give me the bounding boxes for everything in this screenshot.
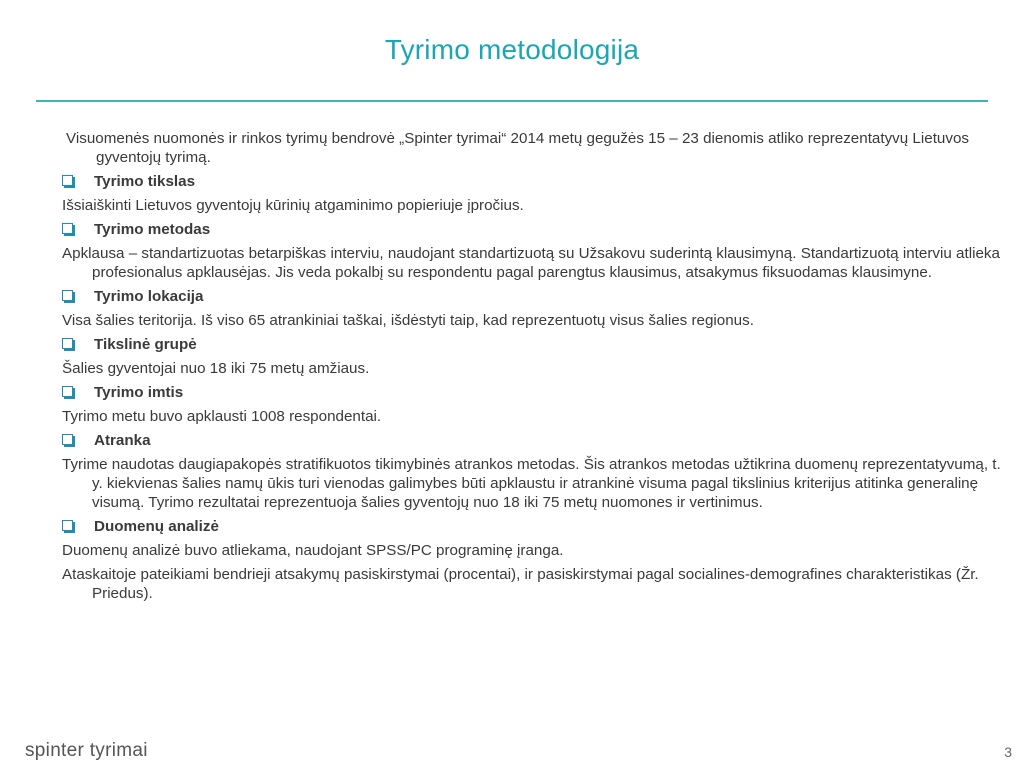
section-heading-label: Tyrimo tikslas — [94, 173, 196, 190]
checkbox-bullet-icon — [62, 223, 73, 234]
checkbox-bullet-icon — [62, 520, 73, 531]
section-heading-label: Tyrimo lokacija — [94, 288, 204, 305]
checkbox-bullet-icon — [62, 434, 73, 445]
section-paragraph: Duomenų analizė buvo atliekama, naudojant SPSS/PC programinę įranga. — [62, 542, 564, 559]
checkbox-bullet-icon — [62, 386, 73, 397]
section-heading-label: Tyrimo imtis — [94, 384, 184, 401]
intro-paragraph: Visuomenės nuomonės ir rinkos tyrimų bendrovė „Spinter tyrimai“ 2014 metų gegužės 15 – 23 dienomis atliko reprezentatyvų Lietuvos gyventojų tyrimą. — [66, 130, 969, 166]
checkbox-bullet-icon — [62, 290, 73, 301]
section-heading-tyrimo-metodas — [62, 220, 1002, 239]
section-heading-tyrimo-lokacija — [62, 287, 1002, 306]
checkbox-bullet-icon — [62, 175, 73, 186]
slide-title: Tyrimo metodologija — [384, 34, 640, 65]
company-logo: spinter tyrimai — [25, 740, 148, 761]
section-heading-label: Tyrimo metodas — [94, 221, 211, 238]
section-paragraph: Ataskaitoje pateikiami bendrieji atsakymų pasiskirstymai (procentai), ir pasiskirstymai pagal socialines-demografines charakteristikas (Žr. Priedus). — [62, 566, 979, 602]
section-paragraph: Visa šalies teritorija. Iš viso 65 atrankiniai taškai, išdėstyti taip, kad reprezentuotų visus šalies regionus. — [62, 312, 754, 329]
section-paragraph: Apklausa – standartizuotas betarpiškas interviu, naudojant standartizuotą su Užsakovu suderintą klausimyną. Standartizuotą interviu atlieka profesionalus apklausėjas. Jis veda pokalbį su respondentu pagal parengtus klausimus, atsakymus fiksuodamas klausimyne. — [62, 245, 1000, 281]
slide-content — [62, 129, 1002, 608]
checkbox-bullet-icon — [62, 338, 73, 349]
section-heading-tyrimo-imtis — [62, 383, 1002, 402]
title-divider — [36, 100, 988, 102]
page-number: 3 — [1004, 744, 1012, 760]
section-heading-tyrimo-tikslas — [62, 172, 1002, 191]
section-heading-label: Duomenų analizė — [94, 518, 219, 535]
section-heading-label: Atranka — [94, 432, 151, 449]
section-paragraph: Tyrime naudotas daugiapakopės stratifikuotos tikimybinės atrankos metodas. Šis atrankos metodas užtikrina duomenų reprezentatyvumą, t. y. kiekvienas šalies namų ūkis turi vienodas galimybes būti apklaustu ir atrankinė visuma pagal tikslinius kriterijus atitinka generalinę visumą. Tyrimo rezultatai reprezentuoja šalies gyventojų nuo 18 iki 75 metų nuomones ir vertinimus. — [62, 456, 1001, 511]
section-paragraph: Išsiaiškinti Lietuvos gyventojų kūrinių atgaminimo popieriuje įpročius. — [62, 197, 524, 214]
section-paragraph: Šalies gyventojai nuo 18 iki 75 metų amžiaus. — [62, 360, 370, 377]
section-heading-label: Tikslinė grupė — [94, 336, 197, 353]
section-paragraph: Tyrimo metu buvo apklausti 1008 respondentai. — [62, 408, 382, 425]
section-heading-tiksline-grupe — [62, 335, 1002, 354]
section-heading-atranka — [62, 431, 1002, 450]
section-heading-duomenu-analize — [62, 517, 1002, 536]
